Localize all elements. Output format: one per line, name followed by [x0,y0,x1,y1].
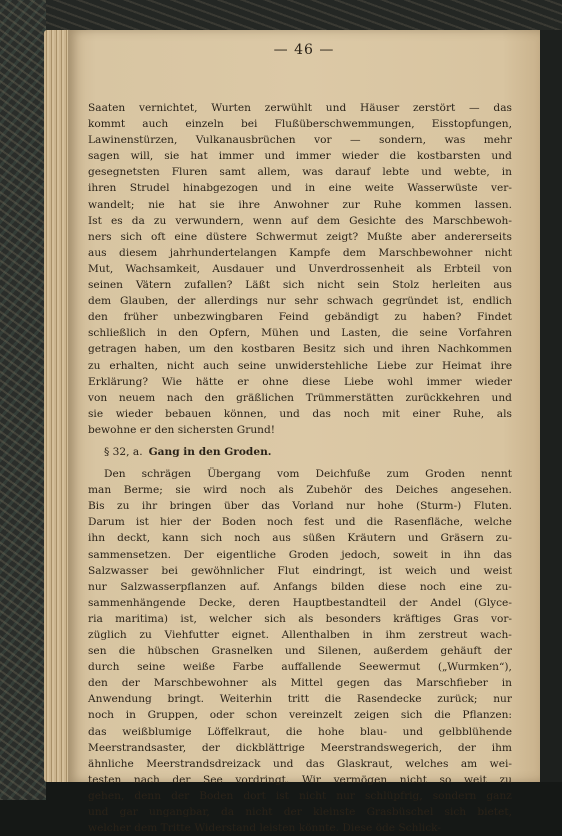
text-line: Lawinenstürzen, Vulkanausbrüchen vor — sondern, was mehr [88,134,512,147]
text-line: man Berme; sie wird noch als Zubehör des Deiches angesehen. [88,484,512,497]
text-line: getragen haben, um den kostbaren Besitz sich und ihren Nachkommen [88,343,512,356]
text-line: ihren Strudel hinabgezogen und in eine weite Wasserwüste ver- [88,182,512,195]
text-line: nur Salzwasserpflanzen auf. Anfangs bilden diese noch eine zu- [88,580,512,593]
text-line: züglich zu Viehfutter eignet. Allenthalben in ihm zerstreut wach- [88,629,512,641]
text-line: sagen will, sie hat immer und immer wieder die kostbarsten und [88,150,512,163]
page-number: — 46 — [273,42,335,58]
text-line: gehen, denn der Boden dort ist nicht nur schlüpfrig, sondern ganz [88,789,512,802]
text-line: sammensetzen. Der eigentliche Groden jedoch, soweit in ihn das [88,548,512,561]
text-line: durch seine weiße Farbe auffallende Seewermut („Wurmken“), [88,661,512,674]
paragraph-2 [88,466,512,836]
text-line: das weißblumige Löffelkraut, die hohe blau- und gelbblühende [88,725,512,738]
text-line: Darum ist hier der Boden noch fest und die Rasenfläche, welche [88,516,512,529]
text-line: Ist es da zu verwundern, wenn auf dem Gesichte des Marschbewoh- [88,214,512,227]
dark-background-right [540,30,562,782]
text-line: sen die hübschen Grasnelken und Silenen, außerdem gehäuft der [88,645,512,658]
book-cover-top [0,0,562,32]
text-line: Anwendung bringt. Weiterhin tritt die Rasendecke zurück; nur [88,693,512,706]
text-line: welcher dem Tritte Widerstand leisten könnte. Diese öde Schlick- [88,822,441,835]
text-line: seinen Vätern zufallen? Läßt sich nicht sein Stolz herleiten aus [88,279,512,292]
text-line: kommt auch einzeln bei Flußüberschwemmungen, Eisstopfungen, [88,118,512,131]
text-line: Mut, Wachsamkeit, Ausdauer und Unverdrossenheit als Erbteil von [88,262,512,275]
text-line: den früher unbezwingbaren Feind gebändigt zu haben? Findet [88,311,512,324]
text-line: dem Glauben, der allerdings nur sehr schwach gegründet ist, endlich [88,295,512,308]
page-text [88,100,512,836]
text-line: bewohne er den sichersten Grund! [88,423,275,436]
paragraph-1 [88,100,512,438]
text-line: noch in Gruppen, oder schon vereinzelt zeigen sich die Pflanzen: [88,709,512,722]
section-title: Gang in den Groden. [148,445,272,458]
text-line: Erklärung? Wie hätte er ohne diese Liebe wohl immer wieder [88,375,512,388]
text-line: Den schrägen Übergang vom Deichfuße zum Groden nennt [104,468,512,481]
text-line: aus diesem jahrhundertelangen Kampfe dem Marschbewohner nicht [88,246,512,259]
text-line: gesegnetsten Fluren samt allem, was darauf lebte und webte, in [88,166,512,179]
text-line: und gar ungangbar, da nicht der kleinste Grasbüschel sich bietet, [88,806,512,819]
section-number: § 32, a. [104,445,143,458]
text-line: Meerstrandsaster, der dickblättrige Meerstrandswegerich, der ihm [88,741,512,754]
text-line: ihn deckt, kann sich noch aus süßen Kräutern und Gräsern zu- [88,532,512,545]
book-cover-edge [0,0,46,800]
text-line: testen nach der See vordringt. Wir vermögen nicht so weit zu [88,773,512,786]
text-line: ria maritima) ist, welcher sich als besonders kräftiges Gras vor- [88,612,512,625]
text-line: von neuem nach den gräßlichen Trümmerstätten zurückkehren und [88,391,512,404]
text-line: Salzwasser bei gewöhnlicher Flut eindringt, ist weich und weist [88,564,512,577]
text-line: wandelt; nie hat sie ihre Anwohner zur Ruhe kommen lassen. [88,198,512,211]
text-line: sammenhängende Decke, deren Hauptbestandteil der Andel (Glyce- [88,596,512,609]
text-line: Bis zu ihr bringen über das Vorland nur hohe (Sturm-) Fluten. [88,500,512,513]
text-line: den der Marschbewohner als Mittel gegen das Marschfieber in [88,677,512,690]
text-line: zu erhalten, nicht auch seine unwiderstehliche Liebe zur Heimat ihre [88,359,512,372]
text-line: sie wieder bebauen können, und das noch mit einer Ruhe, als [88,407,512,420]
text-line: Saaten vernichtet, Wurten zerwühlt und Häuser zerstört — das [88,102,512,114]
text-line: ners sich oft eine düstere Schwermut zeigt? Mußte aber andererseits [88,230,512,243]
text-line: schließlich in den Opfern, Mühen und Lasten, die seine Vorfahren [88,327,512,340]
text-line: ähnliche Meerstrandsdreizack und das Glaskraut, welches am wei- [88,757,512,770]
section-heading [88,444,512,460]
